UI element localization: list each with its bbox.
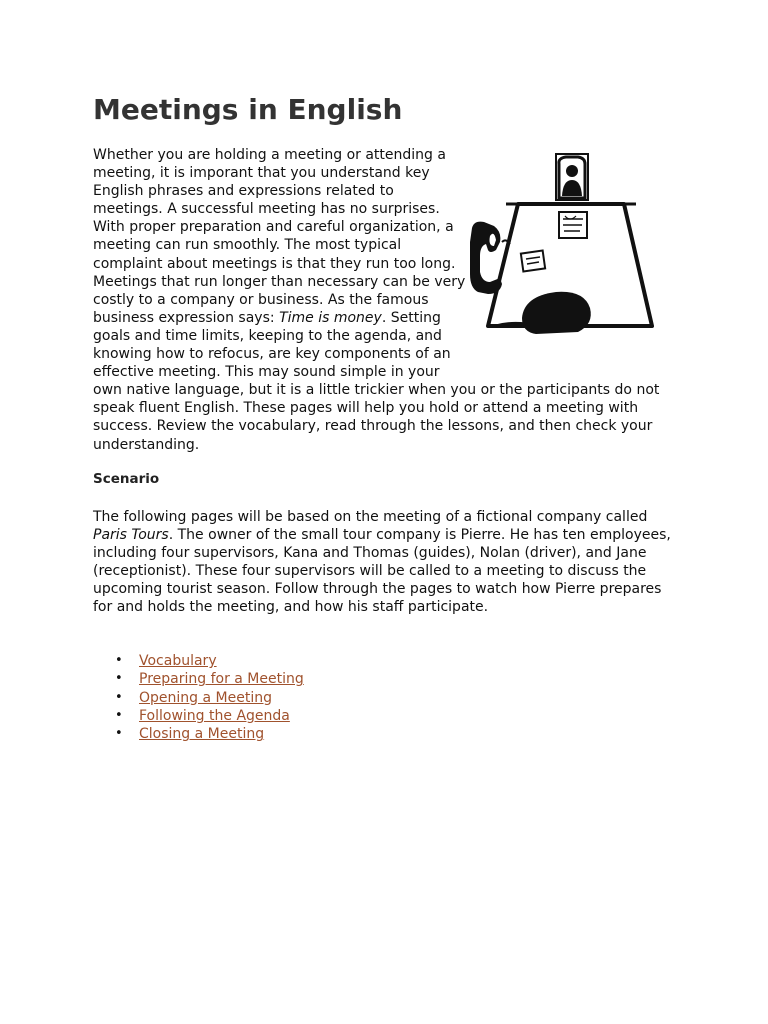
scenario-text-part2: . The owner of the small tour company is Pierre. He has ten employees, including four supervisors, Kana and Thomas (guides), Nolan (driver), and Jane (receptionist). These four supervisors will be called to a meeting to discuss the upcoming tourist season. Follow through the pages to watch how Pierre prepares for and holds the meeting, and how his staff participate.	[93, 527, 671, 616]
scenario-company: Paris Tours	[93, 527, 169, 544]
lesson-links-list	[93, 652, 304, 743]
intro-paragraph	[93, 146, 678, 454]
list-item	[139, 652, 304, 670]
list-item	[139, 689, 304, 707]
intro-emphasis: Time is money	[279, 309, 382, 326]
meeting-bell-illustration-icon	[466, 146, 678, 366]
list-item	[139, 707, 304, 725]
list-item	[139, 670, 304, 688]
page-title: Meetings in English	[93, 93, 403, 126]
scenario-paragraph	[93, 508, 683, 617]
link-following-the-agenda[interactable]: Following the Agenda	[139, 707, 290, 724]
scenario-text-part1: The following pages will be based on the meeting of a fictional company called	[93, 509, 648, 525]
link-preparing-for-a-meeting[interactable]: Preparing for a Meeting	[139, 671, 304, 688]
link-closing-a-meeting[interactable]: Closing a Meeting	[139, 726, 265, 743]
intro-text-part1: Whether you are holding a meeting or attending a meeting, it is imporant that you understand key English phrases and expressions related to meetings. A successful meeting has no surprises. With proper preparation and careful organization, a meeting can run smoothly. The most typical complaint about meetings is that they run too long. Meetings that run longer than necessary can be very costly to a company or business. As the famous business expression says:	[93, 147, 466, 326]
link-opening-a-meeting[interactable]: Opening a Meeting	[139, 689, 272, 706]
scenario-heading: Scenario	[93, 471, 160, 487]
list-item	[139, 725, 304, 743]
intro-text-part2: . Setting goals and time limits, keeping to the agenda, and knowing how to refocus, are key components of an effective meeting. This may sound simple in your own native language, but it is a little trickier when you or the participants do not speak fluent English. These pages will help you hold or attend a meeting with success. Review the vocabulary, read through the lessons, and then check your understanding.	[93, 309, 660, 453]
link-vocabulary[interactable]: Vocabulary	[139, 653, 217, 669]
